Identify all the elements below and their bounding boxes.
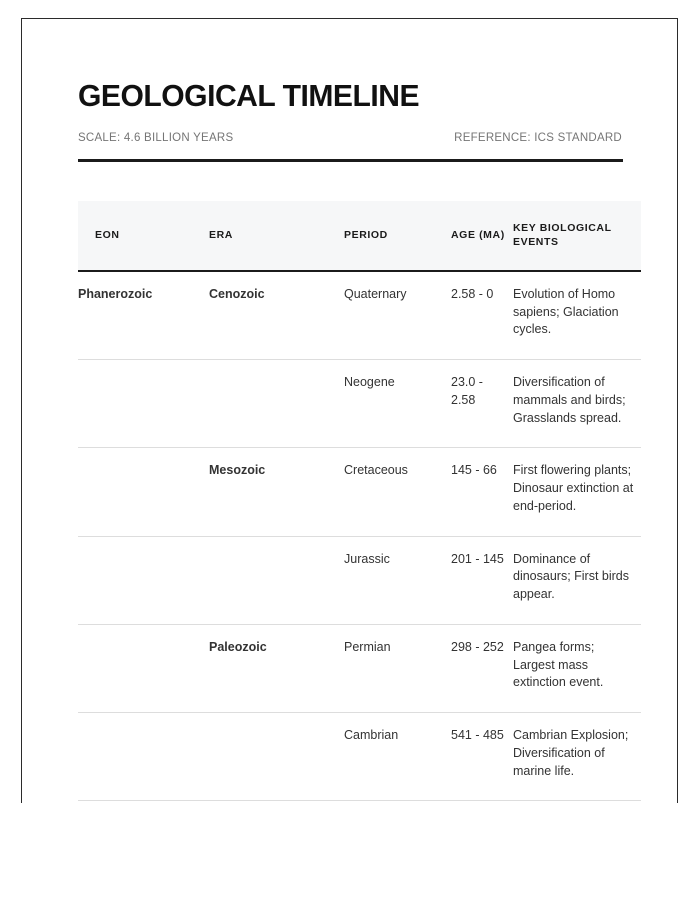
cell-age: 201 - 145 xyxy=(451,536,513,624)
cell-age: 298 - 252 xyxy=(451,624,513,712)
cell-eon xyxy=(78,448,209,536)
cell-age: 23.0 - 2.58 xyxy=(451,360,513,448)
column-header-era: ERA xyxy=(209,201,344,271)
column-header-age: AGE (MA) xyxy=(451,201,513,271)
timeline-table-container xyxy=(22,162,679,801)
table-row xyxy=(78,536,641,624)
cell-key-biological-events: Evolution of Homo sapiens; Glaciation cycles. xyxy=(513,271,641,360)
cell-key-biological-events: Pangea forms; Largest mass extinction event. xyxy=(513,624,641,712)
column-header-eon: EON xyxy=(78,201,209,271)
scale-label: SCALE: 4.6 BILLION YEARS xyxy=(78,132,234,145)
cell-eon xyxy=(78,536,209,624)
document-meta-row xyxy=(78,132,623,144)
reference-label: REFERENCE: ICS STANDARD xyxy=(454,132,622,145)
cell-period: Cambrian xyxy=(344,713,451,801)
cell-period: Quaternary xyxy=(344,271,451,360)
cell-period: Neogene xyxy=(344,360,451,448)
cell-eon xyxy=(78,360,209,448)
cell-era xyxy=(209,713,344,801)
table-row xyxy=(78,448,641,536)
document-page-frame xyxy=(21,18,678,803)
document-body xyxy=(22,19,679,801)
cell-key-biological-events: Dominance of dinosaurs; First birds appear. xyxy=(513,536,641,624)
table-row xyxy=(78,360,641,448)
column-header-period: PERIOD xyxy=(344,201,451,271)
cell-period: Jurassic xyxy=(344,536,451,624)
cell-key-biological-events: First flowering plants; Dinosaur extinction at end-period. xyxy=(513,448,641,536)
cell-era: Paleozoic xyxy=(209,624,344,712)
cell-eon xyxy=(78,713,209,801)
cell-era: Mesozoic xyxy=(209,448,344,536)
table-row xyxy=(78,624,641,712)
document-header xyxy=(22,19,679,162)
table-header xyxy=(78,201,641,271)
cell-era xyxy=(209,360,344,448)
cell-age: 145 - 66 xyxy=(451,448,513,536)
cell-period: Cretaceous xyxy=(344,448,451,536)
table-header-row xyxy=(78,201,641,271)
cell-eon: Phanerozoic xyxy=(78,271,209,360)
cell-key-biological-events: Diversification of mammals and birds; Grasslands spread. xyxy=(513,360,641,448)
geological-timeline-table xyxy=(78,201,641,801)
cell-age: 541 - 485 xyxy=(451,713,513,801)
cell-period: Permian xyxy=(344,624,451,712)
cell-eon xyxy=(78,624,209,712)
column-header-key-biological-events: KEY BIOLOGICAL EVENTS xyxy=(513,201,641,271)
page-title: GEOLOGICAL TIMELINE xyxy=(78,78,420,113)
table-row xyxy=(78,713,641,801)
table-row xyxy=(78,271,641,360)
table-body xyxy=(78,271,641,801)
cell-era: Cenozoic xyxy=(209,271,344,360)
cell-key-biological-events: Cambrian Explosion; Diversification of marine life. xyxy=(513,713,641,801)
cell-era xyxy=(209,536,344,624)
cell-age: 2.58 - 0 xyxy=(451,271,513,360)
